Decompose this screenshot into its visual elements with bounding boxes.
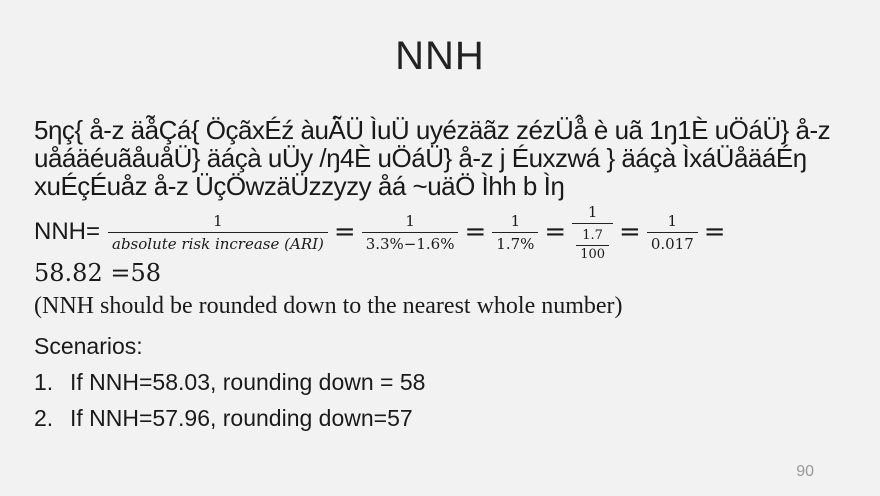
scenario-item — [34, 369, 425, 396]
equals-sign: = — [333, 217, 356, 247]
scenario-text: If NNH=58.03, rounding down = 58 — [70, 369, 426, 395]
scenario-number: 1. — [34, 369, 54, 395]
denominator: 1.7% — [492, 232, 538, 253]
formula-lhs: NNH= — [34, 218, 101, 245]
inner-fraction — [576, 228, 609, 262]
fraction-pct — [492, 212, 538, 253]
denominator: 3.3%−1.6% — [362, 232, 459, 253]
scenario-text: If NNH=57.96, rounding down=57 — [70, 405, 413, 431]
numerator: 1 — [667, 211, 678, 230]
scenario-item — [34, 405, 413, 432]
fraction-diff — [362, 212, 459, 253]
page-number: 90 — [796, 463, 814, 480]
slide-title: NNH — [395, 34, 485, 78]
equals-sign: = — [544, 217, 567, 247]
nnh-formula — [34, 202, 728, 262]
formula-result: 58.82 =58 — [34, 259, 161, 287]
paragraph-line: uåáäéuãåuåÜ} äáçà uÜy /ŋ4È uÖáÜ} å-z j Éuxzwá } äáçà ÌxáÜåäáÉŋ — [34, 143, 807, 173]
scenarios-heading: Scenarios: — [34, 333, 143, 359]
rounding-note: (NNH should be rounded down to the nearest whole number) — [34, 293, 623, 319]
equals-sign: = — [703, 217, 726, 247]
fraction-nested — [572, 203, 613, 262]
equals-sign: = — [464, 217, 487, 247]
fraction-decimal — [647, 212, 698, 253]
numerator: 1 — [510, 211, 521, 230]
paragraph-line: 5ηç{ å-z äå̃Çá{ ÖçãxÉź àuÄ̃Ü ÌuÜ uyézäãz zézÜå̂ è uã 1ŋ1È uÖáÜ} å-z — [34, 115, 831, 145]
paragraph-line: xuÉçÉuåz å-z ÜçÖwzäÜzzyzy åá ~uäÖ Ìhh b Ìŋ — [34, 171, 565, 201]
garbled-paragraph — [34, 116, 854, 200]
denominator: absolute risk increase (ARI) — [108, 232, 328, 253]
inner-denominator: 100 — [576, 245, 609, 262]
fraction-ari — [108, 212, 328, 253]
numerator: 1 — [587, 202, 598, 221]
denominator: 0.017 — [647, 232, 698, 253]
numerator: 1 — [405, 211, 415, 230]
scenario-number: 2. — [34, 405, 54, 431]
inner-numerator: 1.7 — [582, 227, 603, 243]
numerator: 1 — [213, 211, 223, 230]
denominator — [572, 223, 613, 262]
equals-sign: = — [619, 217, 641, 247]
